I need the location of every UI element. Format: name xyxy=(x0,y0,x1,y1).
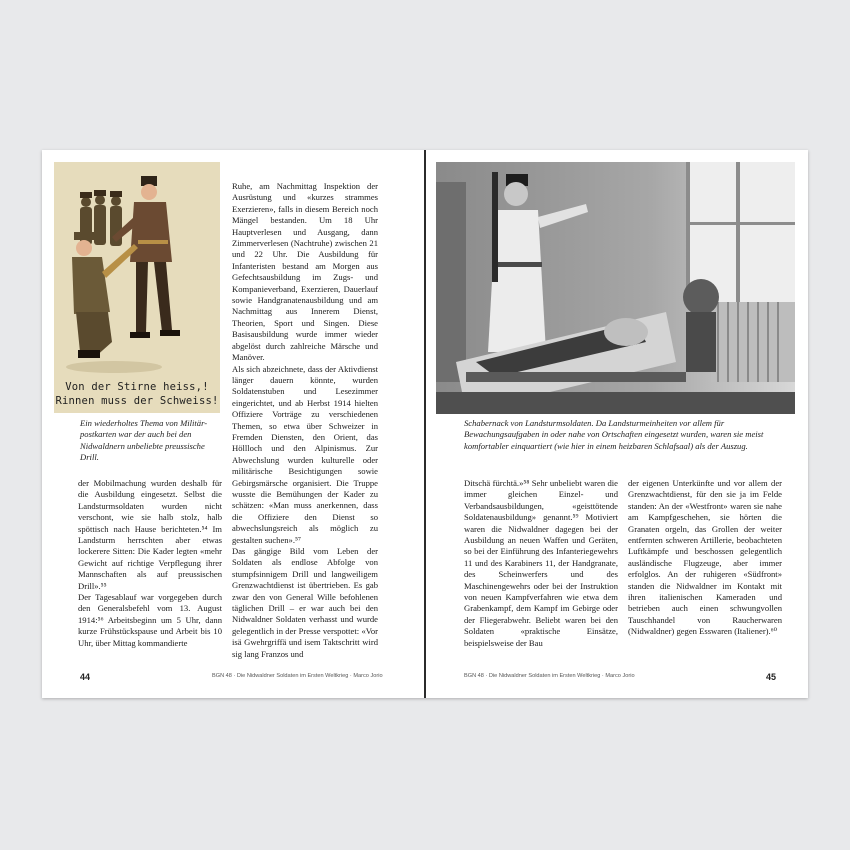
book-spread xyxy=(42,150,808,698)
paragraph: Der Tagesablauf war vorgegeben durch den Generalsbefehl vom 13. August 1914:⁵⁶ Arbeitsbeginn um 5 Uhr, dann kurze Frühstückspause und Arbeit bis 10 Uhr, über Mittag kommandierte xyxy=(78,592,222,648)
right-column-2 xyxy=(628,478,782,638)
military-postcard-image xyxy=(54,162,220,413)
paragraph: Als sich abzeichnete, dass der Aktivdienst länger dauern könnte, wurden Soldatenstuben und Lesezimmer eingerichtet, und ab Herbst 1914 hielten Offiziere Vorträge zu verschiedenen Themen, so etwa über Schweizer in Fremden Diensten, den Orient, das Höllloch und den Alpinismus. Zur Abwechslung wurden kulturelle oder militärische Besichtigungen sowie Gebirgsmärsche organisiert. Die Truppe wusste die Bemühungen der Kader zu schätzen: «Man muss anerkennen, dass die Offiziere den Dienst so abwechslungsreich als möglich zu gestalten suchen».⁵⁷ xyxy=(232,363,378,545)
left-page xyxy=(42,150,424,698)
photo-caption: Schabernack von Landsturmsoldaten. Da Landsturmeinheiten vor allem für Bewachungsaufgaben in oder nahe von Ortschaften eingesetzt wurden, waren sie meist komfortabler einquartiert (wie hier in einem heizbaren Schlafsaal) als der Auszug. xyxy=(464,418,764,451)
paragraph: Ditschä fürchtä.»⁵⁸ Sehr unbeliebt waren die immer gleichen Einzel- und Verbandsausbildungen, «geisttötende Soldatenausbildung» genannt.⁵⁹ Motiviert waren die Nidwaldner dagegen bei der Ausbildung an neuen Waffen und Geräten, so bei der Einführung des Infanteriegewehrs 11 und des Karabiners 11, der Handgranate, des Scheinwerfers und des Maschinengewehrs oder bei der Instruktion von neuen Kampfverfahren wie etwa dem Grabenkampf, dem Kampf im Gebirge oder der Fliegerabwehr. Beliebt waren bei den Soldaten «praktische Einsätze, beispielsweise der Bau xyxy=(464,478,618,648)
barracks-photo xyxy=(436,162,795,414)
left-column-2 xyxy=(232,181,378,660)
poster-slogan-line1: Von der Stirne heiss,! xyxy=(65,381,209,393)
right-column-1 xyxy=(464,478,618,649)
paragraph: der eigenen Unterkünfte und vor allem der Grenzwachtdienst, für den sie ja im Felde standen: An der «Westfront» waren sie nahe am Kampfgeschehen, sie hörten die Granaten orgeln, das Grollen der weiter entfernten schweren Artillerie, beobachteten Luftkämpfe und beschossen gelegentlich ausländische Flugzeuge, aber immer erfolglos. An der ruhigeren «Südfront» standen die Nidwaldner im Kontakt mit ihren italienischen Kameraden und betrieben auch einen schwungvollen Tauschhandel von Raucherwaren (Nidwaldner) gegen Esswaren (Italiener).⁶⁰ xyxy=(628,478,782,637)
running-footer: BGN 48 · Die Nidwaldner Soldaten im Ersten Weltkrieg · Marco Jorio xyxy=(464,673,635,679)
left-column-1 xyxy=(78,478,222,649)
postcard-illustration xyxy=(54,162,220,413)
photo-illustration xyxy=(436,162,795,414)
poster-slogan-line2: Rinnen muss der Schweiss! xyxy=(55,395,219,407)
paragraph: der Mobilmachung wurden deshalb für die Ausbildung eingesetzt. Selbst die Landsturmsoldaten wurden nicht verschont, wie sie halb stolz, halb spöttisch nach Hause berichteten.⁵⁴ Im Landsturm herrschten aber etwas lockerere Sitten: Die Kader legten «mehr Gewicht auf richtige Verpflegung ihrer Mannschaften als auf preussischen Drill».⁵⁵ xyxy=(78,478,222,591)
page-number: 44 xyxy=(80,672,91,682)
postcard-caption: Ein wiederholtes Thema von Militär-postkarten war der auch bei den Nidwaldnern unbeliebte preussische Drill. xyxy=(80,418,208,463)
running-footer: BGN 48 · Die Nidwaldner Soldaten im Ersten Weltkrieg · Marco Jorio xyxy=(212,673,383,679)
paragraph: Das gängige Bild vom Leben der Soldaten als endlose Abfolge von stumpfsinnigem Drill und langweiligem Grenzwachtdienst ist übertrieben. Es gab zwar den von General Wille befohlenen täglichen Drill – er war auch bei den Nidwaldner Soldaten verhasst und wurde gelegentlich in der Presse verspottet: «Vor isä Gwehrgriffä und isem Taktschritt wird sig lang Franzos und xyxy=(232,546,378,659)
paragraph: Ruhe, am Nachmittag Inspektion der Ausrüstung und «kurzes strammes Exerzieren», falls in diesem Bereich noch Mängel bestanden. Um 18 Uhr Hauptverlesen und Ausgang, dann Zimmerverlesen (Nachtruhe) zwischen 21 und 22 Uhr. Die Ausbildung für Infanteristen bestand am Morgen aus Gefechtsausbildung im Zugs- und Kompanieverband, Exerzieren, Dauerlauf sowie Handgranatenausbildung und am Nachmittag aus Innerem Dienst, Theorien, Sport und Singen. Diese Basisausbildung wurde immer wieder abgelöst durch zahlreiche Märsche und Manöver. xyxy=(232,181,378,363)
page-number: 45 xyxy=(766,672,777,682)
right-page xyxy=(426,150,808,698)
